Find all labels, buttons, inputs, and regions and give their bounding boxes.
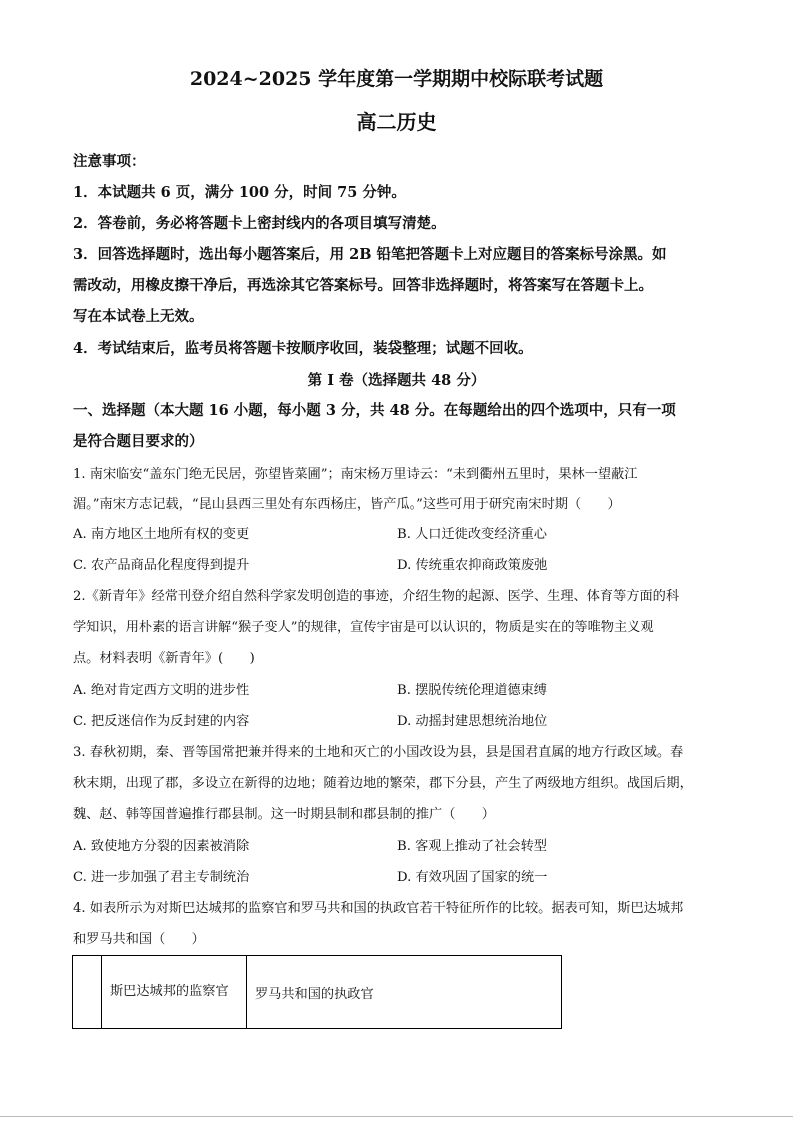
table-corner-cell xyxy=(73,956,102,1029)
question-3-option-b: B. 客观上推动了社会转型 xyxy=(397,839,547,854)
question-2-option-d: D. 动摇封建思想统治地位 xyxy=(397,714,548,729)
notice-line: 1．本试题共 6 页，满分 100 分，时间 75 分钟。 xyxy=(73,184,406,201)
question-1-option-a: A. 南方地区土地所有权的变更 xyxy=(73,527,250,542)
question-3-option-d: D. 有效巩固了国家的统一 xyxy=(397,870,548,885)
question-1-stem: 湄。”南宋方志记载，“昆山县西三里处有东西杨庄，皆产瓜。”这些可用于研究南宋时期（ ） xyxy=(73,497,621,512)
table-header-row xyxy=(73,956,562,1029)
question-2-stem: 学知识，用朴素的语言讲解“猴子变人”的规律，宣传宇宙是可以认识的，物质是实在的等唯物主义观 xyxy=(73,620,654,635)
question-1-option-c: C. 农产品商品化程度得到提升 xyxy=(73,558,250,573)
question-3-stem: 魏、赵、韩等国普遍推行郡县制。这一时期县制和郡县制的推广（ ） xyxy=(73,807,495,822)
part-heading: 第 I 卷（选择题共 48 分） xyxy=(307,372,486,389)
question-2-stem: 2.《新青年》经常刊登介绍自然科学家发明创造的事迹，介绍生物的起源、医学、生理、体育等方面的科 xyxy=(73,589,680,604)
comparison-table xyxy=(72,955,562,1029)
question-1-option-b: B. 人口迁徙改变经济重心 xyxy=(397,527,547,542)
exam-title: 2024~2025 学年度第一学期期中校际联考试题 xyxy=(189,68,604,90)
table-header-rome: 罗马共和国的执政官 xyxy=(247,956,562,1029)
notice-line: 需改动，用橡皮擦干净后，再选涂其它答案标号。回答非选择题时，将答案写在答题卡上。 xyxy=(73,277,653,294)
question-3-stem: 3. 春秋初期，秦、晋等国常把兼并得来的土地和灭亡的小国改设为县，县是国君直属的地方行政区域。春 xyxy=(73,745,684,760)
question-3-stem: 秋末期，出现了郡，多设立在新得的边地；随着边地的繁荣，郡下分县，产生了两级地方组织。战国后期， xyxy=(73,776,693,791)
notice-line: 2．答卷前，务必将答题卡上密封线内的各项目填写清楚。 xyxy=(73,215,446,232)
section-instruction: 一、选择题（本大题 16 小题，每小题 3 分，共 48 分。在每题给出的四个选项中，只有一项 xyxy=(73,402,676,419)
table-header-sparta: 斯巴达城邦的监察官 xyxy=(102,956,247,1029)
question-2-stem: 点。材料表明《新青年》( ) xyxy=(73,651,255,666)
question-4-stem: 4. 如表所示为对斯巴达城邦的监察官和罗马共和国的执政官若干特征所作的比较。据表可知，斯巴达城邦 xyxy=(73,901,684,916)
question-2-option-b: B. 摆脱传统伦理道德束缚 xyxy=(397,683,547,698)
question-1-option-d: D. 传统重农抑商政策废弛 xyxy=(397,558,548,573)
question-2-option-c: C. 把反迷信作为反封建的内容 xyxy=(73,714,250,729)
page-bottom-rule xyxy=(0,1116,793,1117)
question-2-option-a: A. 绝对肯定西方文明的进步性 xyxy=(73,683,250,698)
question-1-stem: 1. 南宋临安“盖东门绝无民居，弥望皆菜圃”；南宋杨万里诗云：“未到衢州五里时，果林一望蔽江 xyxy=(73,467,638,482)
exam-subject: 高二历史 xyxy=(356,110,437,134)
notice-line: 4．考试结束后，监考员将答题卡按顺序收回，装袋整理；试题不回收。 xyxy=(73,340,533,357)
notice-heading: 注意事项： xyxy=(73,153,146,170)
notice-line: 3．回答选择题时，选出每小题答案后，用 2B 铅笔把答题卡上对应题目的答案标号涂黑。如 xyxy=(73,246,667,263)
question-3-option-a: A. 致使地方分裂的因素被消除 xyxy=(73,839,250,854)
question-4-stem: 和罗马共和国（ ） xyxy=(73,932,205,947)
question-3-option-c: C. 进一步加强了君主专制统治 xyxy=(73,870,250,885)
section-instruction: 是符合题目要求的） xyxy=(73,433,204,450)
notice-line: 写在本试卷上无效。 xyxy=(73,308,204,325)
